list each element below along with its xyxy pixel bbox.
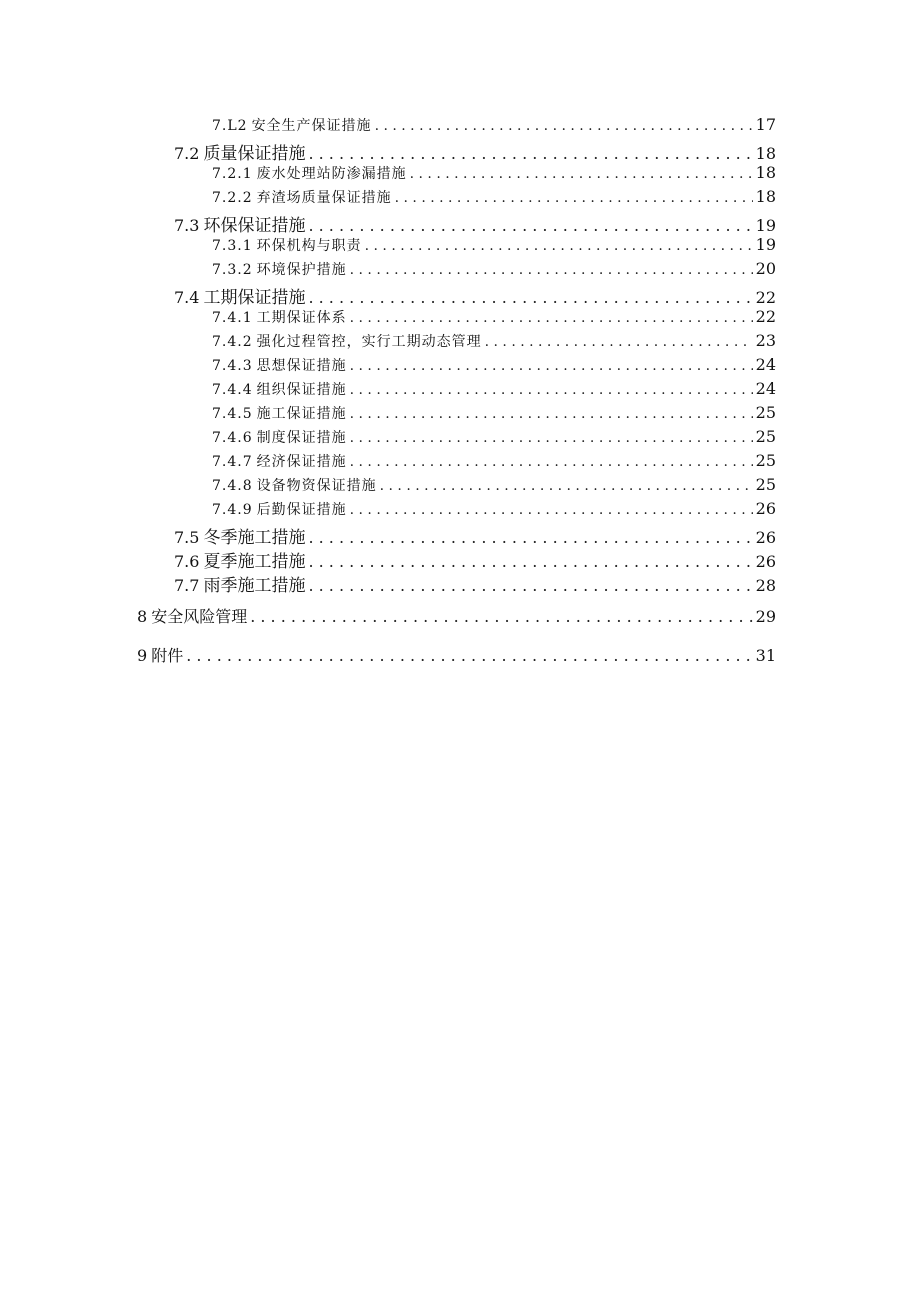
- toc-entry-title: 工期保证措施: [203, 288, 306, 308]
- dot-leader: [485, 334, 753, 350]
- toc-entry-7-2-2[interactable]: [212, 187, 776, 207]
- toc-entry-number: 7.2: [174, 144, 200, 163]
- toc-entry-page: 25: [755, 427, 776, 446]
- dot-leader: [350, 358, 753, 374]
- toc-entry-number: 7.4.6: [212, 430, 253, 446]
- toc-entry-7-4-7[interactable]: [212, 451, 776, 471]
- toc-entry-number: 7.4.9: [212, 502, 253, 518]
- toc-entry-title: 思想保证措施: [256, 358, 347, 374]
- dot-leader: [250, 607, 752, 626]
- toc-entry-page: 31: [755, 646, 776, 665]
- toc-entry-title: 弃渣场质量保证措施: [256, 190, 392, 206]
- toc-entry-number: 7.3.2: [212, 262, 253, 278]
- toc-entry-title: 附件: [151, 646, 184, 665]
- toc-entry-number: 7.5: [174, 528, 200, 547]
- toc-entry-number: 8: [137, 607, 148, 626]
- toc-entry-number: 7.L2: [212, 118, 248, 134]
- toc-entry-7-4-4[interactable]: [212, 379, 776, 399]
- toc-entry-7-4[interactable]: [174, 283, 776, 308]
- toc-entry-title: 经济保证措施: [256, 454, 347, 470]
- toc-entry-title: 夏季施工措施: [203, 552, 306, 572]
- toc-entry-page: 18: [755, 187, 776, 206]
- toc-entry-page: 19: [755, 235, 776, 254]
- toc-entry-7-l2[interactable]: [212, 115, 776, 135]
- toc-entry-number: 7.4.5: [212, 406, 253, 422]
- toc-entry-7-2[interactable]: [174, 139, 776, 164]
- toc-entry-title: 环保机构与职责: [256, 238, 362, 254]
- dot-leader: [380, 478, 753, 494]
- dot-leader: [365, 238, 753, 254]
- toc-entry-title: 后勤保证措施: [256, 502, 347, 518]
- toc-entry-8[interactable]: [137, 604, 776, 627]
- toc-entry-7-4-6[interactable]: [212, 427, 776, 447]
- dot-leader: [395, 190, 753, 206]
- toc-entry-number: 7.7: [174, 576, 200, 595]
- toc-entry-7-4-9[interactable]: [212, 499, 776, 519]
- toc-entry-page: 24: [755, 379, 776, 398]
- dot-leader: [350, 502, 753, 518]
- dot-leader: [350, 454, 753, 470]
- dot-leader: [308, 528, 752, 547]
- dot-leader: [308, 288, 752, 307]
- toc-entry-title: 冬季施工措施: [203, 528, 306, 548]
- toc-entry-7-3-2[interactable]: [212, 259, 776, 279]
- toc-entry-title: 施工保证措施: [256, 406, 347, 422]
- toc-entry-page: 26: [755, 499, 776, 518]
- toc-entry-7-3[interactable]: [174, 211, 776, 236]
- toc-entry-page: 17: [755, 115, 776, 134]
- toc-entry-page: 25: [755, 475, 776, 494]
- dot-leader: [350, 262, 753, 278]
- toc-entry-title: 废水处理站防渗漏措施: [256, 166, 407, 182]
- toc-entry-number: 7.4.8: [212, 478, 253, 494]
- toc-entry-number: 7.4.1: [212, 310, 253, 326]
- dot-leader: [350, 406, 753, 422]
- toc-entry-7-7[interactable]: [174, 571, 776, 596]
- toc-entry-page: 26: [755, 528, 776, 547]
- toc-entry-page: 19: [755, 216, 776, 235]
- toc-entry-7-4-3[interactable]: [212, 355, 776, 375]
- toc-entry-page: 24: [755, 355, 776, 374]
- toc-entry-7-2-1[interactable]: [212, 163, 776, 183]
- dot-leader: [350, 310, 753, 326]
- toc-entry-7-4-1[interactable]: [212, 307, 776, 327]
- toc-entry-number: 7.4.7: [212, 454, 253, 470]
- toc-entry-page: 22: [755, 288, 776, 307]
- toc-entry-title: 质量保证措施: [203, 144, 306, 164]
- toc-entry-number: 7.2.1: [212, 166, 253, 182]
- toc-entry-title: 设备物资保证措施: [256, 478, 377, 494]
- toc-entry-title: 安全生产保证措施: [251, 118, 372, 134]
- dot-leader: [186, 646, 752, 665]
- toc-entry-number: 7.4.3: [212, 358, 253, 374]
- toc-entry-title: 组织保证措施: [256, 382, 347, 398]
- toc-entry-7-4-5[interactable]: [212, 403, 776, 423]
- toc-entry-title: 安全风险管理: [151, 607, 248, 626]
- toc-entry-title: 环保保证措施: [203, 216, 306, 236]
- dot-leader: [308, 552, 752, 571]
- toc-entry-number: 7.4: [174, 288, 200, 307]
- toc-entry-7-3-1[interactable]: [212, 235, 776, 255]
- toc-entry-page: 29: [755, 607, 776, 626]
- dot-leader: [410, 166, 753, 182]
- toc-entry-title: 强化过程管控，实行工期动态管理: [256, 334, 482, 350]
- toc-entry-page: 22: [755, 307, 776, 326]
- toc-entry-number: 7.4.4: [212, 382, 253, 398]
- toc-entry-page: 28: [755, 576, 776, 595]
- toc-entry-title: 雨季施工措施: [203, 576, 306, 596]
- toc-entry-7-6[interactable]: [174, 547, 776, 572]
- toc-entry-page: 23: [755, 331, 776, 350]
- toc-entry-7-4-8[interactable]: [212, 475, 776, 495]
- toc-entry-page: 20: [755, 259, 776, 278]
- toc-entry-page: 26: [755, 552, 776, 571]
- toc-entry-page: 25: [755, 403, 776, 422]
- dot-leader: [375, 118, 753, 134]
- dot-leader: [308, 216, 752, 235]
- toc-entry-number: 7.4.2: [212, 334, 253, 350]
- dot-leader: [308, 576, 752, 595]
- toc-entry-title: 工期保证体系: [256, 310, 347, 326]
- toc-entry-number: 7.3: [174, 216, 200, 235]
- toc-entry-page: 18: [755, 163, 776, 182]
- toc-entry-number: 9: [137, 646, 148, 665]
- toc-entry-number: 7.2.2: [212, 190, 253, 206]
- toc-entry-page: 25: [755, 451, 776, 470]
- toc-entry-7-4-2[interactable]: [212, 331, 776, 351]
- toc-entry-page: 18: [755, 144, 776, 163]
- toc-entry-number: 7.6: [174, 552, 200, 571]
- toc-entry-number: 7.3.1: [212, 238, 253, 254]
- toc-entry-title: 制度保证措施: [256, 430, 347, 446]
- dot-leader: [308, 144, 752, 163]
- dot-leader: [350, 430, 753, 446]
- dot-leader: [350, 382, 753, 398]
- toc-entry-9[interactable]: [137, 643, 776, 666]
- toc-entry-7-5[interactable]: [174, 523, 776, 548]
- toc-entry-title: 环境保护措施: [256, 262, 347, 278]
